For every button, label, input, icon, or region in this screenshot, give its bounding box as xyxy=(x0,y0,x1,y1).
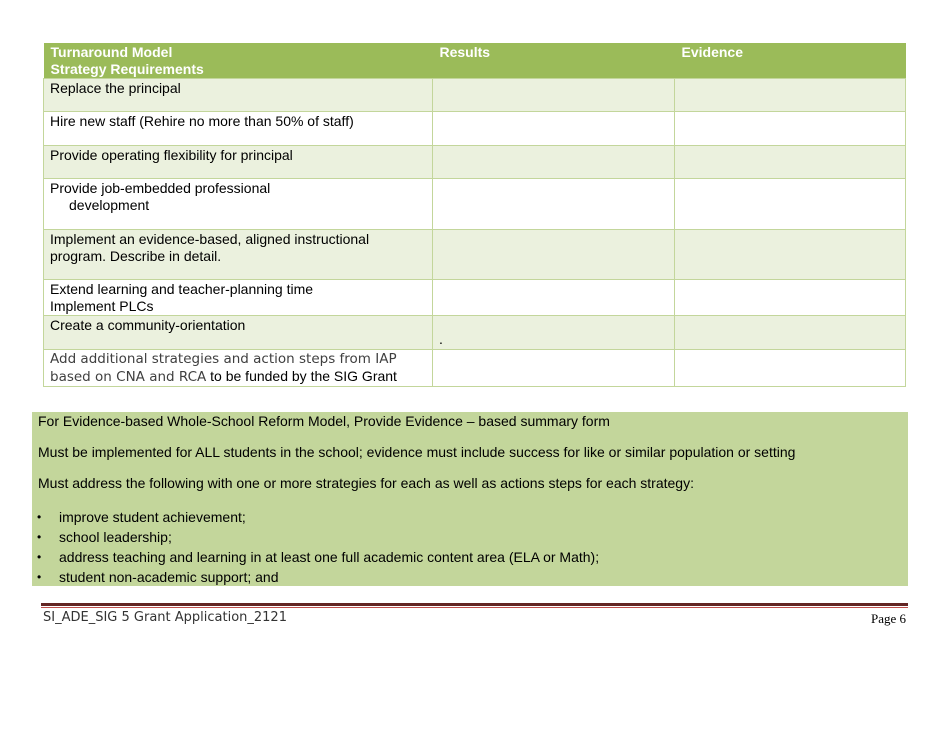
bullet-icon: • xyxy=(37,530,42,544)
strategy-cell: Extend learning and teacher-planning time Implement PLCs xyxy=(44,280,433,316)
results-cell[interactable] xyxy=(433,280,675,316)
results-cell[interactable] xyxy=(433,230,675,280)
table-header-row xyxy=(44,43,906,79)
results-cell[interactable] xyxy=(433,112,675,146)
evidence-cell[interactable] xyxy=(675,146,906,179)
evidence-cell[interactable] xyxy=(675,316,906,350)
results-cell[interactable] xyxy=(433,79,675,112)
footer-divider-accent xyxy=(41,607,908,608)
strategy-cell: Create a community-orientation xyxy=(44,316,433,350)
strategy-cell: Provide job-embedded professional development xyxy=(44,179,433,230)
evidence-box-heading: For Evidence-based Whole-School Reform Model, Provide Evidence – based summary form xyxy=(38,413,610,429)
results-cell[interactable] xyxy=(433,179,675,230)
evidence-box-instruction: Must address the following with one or more strategies for each as well as actions steps for each strategy: xyxy=(38,475,694,491)
evidence-cell[interactable] xyxy=(675,230,906,280)
list-item: • school leadership; xyxy=(37,529,172,545)
footer-document-name: SI_ADE_SIG 5 Grant Application_2121 xyxy=(43,610,287,625)
results-cell[interactable] xyxy=(433,146,675,179)
results-cell[interactable] xyxy=(433,316,675,350)
bullet-icon: • xyxy=(37,550,42,564)
turnaround-model-table xyxy=(43,43,906,387)
list-item: • student non-academic support; and xyxy=(37,569,279,585)
table-row xyxy=(44,146,906,179)
table-row xyxy=(44,112,906,146)
evidence-cell[interactable] xyxy=(675,350,906,387)
evidence-based-model-box xyxy=(32,412,908,586)
results-cell-text: . xyxy=(439,331,443,347)
table-row xyxy=(44,316,906,350)
evidence-cell[interactable] xyxy=(675,112,906,146)
list-item: • improve student achievement; xyxy=(37,509,246,525)
header-results: Results xyxy=(433,43,675,79)
table-row xyxy=(44,350,906,387)
strategy-cell: Add additional strategies and action steps from IAP based on CNA and RCA to be funded by the SIG Grant xyxy=(44,350,433,387)
evidence-cell[interactable] xyxy=(675,79,906,112)
footer-divider xyxy=(41,603,908,606)
list-item: • address teaching and learning in at least one full academic content area (ELA or Math); xyxy=(37,549,600,565)
bullet-icon: • xyxy=(37,570,42,584)
strategy-cell: Hire new staff (Rehire no more than 50% of staff) xyxy=(44,112,433,146)
table-row xyxy=(44,179,906,230)
header-evidence: Evidence xyxy=(675,43,906,79)
bullet-icon: • xyxy=(37,510,42,524)
strategy-cell: Implement an evidence-based, aligned instructional program. Describe in detail. xyxy=(44,230,433,280)
table-row xyxy=(44,79,906,112)
strategy-cell: Replace the principal xyxy=(44,79,433,112)
evidence-box-requirement: Must be implemented for ALL students in the school; evidence must include success for like or similar population or setting xyxy=(38,444,796,460)
table-row xyxy=(44,280,906,316)
table-row xyxy=(44,230,906,280)
results-cell[interactable] xyxy=(433,350,675,387)
strategy-cell: Provide operating flexibility for principal xyxy=(44,146,433,179)
strategy-bullet-list xyxy=(32,507,599,587)
header-strategy-requirements: Turnaround Model Strategy Requirements xyxy=(44,43,433,79)
footer-page-number: Page 6 xyxy=(870,611,906,626)
evidence-cell[interactable] xyxy=(675,179,906,230)
evidence-cell[interactable] xyxy=(675,280,906,316)
